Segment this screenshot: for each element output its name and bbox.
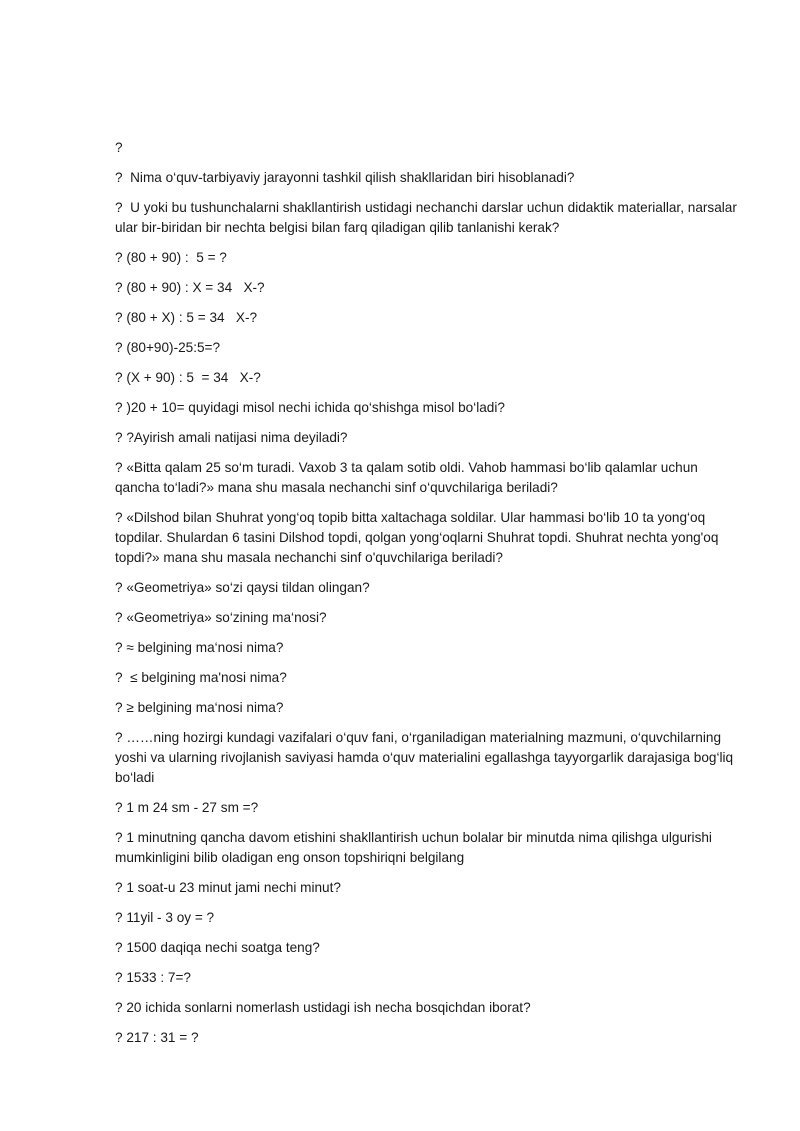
question-item: ? 20 ichida sonlarni nomerlash ustidagi ish necha bosqichdan iborat?: [115, 1000, 531, 1015]
question-item: ? (80 + X) : 5 = 34 X-?: [115, 310, 258, 325]
question-item: ? ≤ belgining ma'nosi nima?: [115, 670, 287, 685]
question-item: ? (80 + 90) : X = 34 X-?: [115, 280, 265, 295]
question-item: ? (80 + 90) : 5 = ?: [115, 250, 227, 265]
question-item: ? 11yil - 3 oy = ?: [115, 910, 215, 925]
question-item: ? «Geometriya» so‘zining ma‘nosi?: [115, 610, 327, 625]
question-item: ? 1500 daqiqa nechi soatga teng?: [115, 940, 320, 955]
question-item: ? ……ning hozirgi kundagi vazifalari o‘quv fani, o‘rganiladigan materialning mazmuni, o‘quvchilarning yoshi va ularning rivojlanish saviyasi hamda o‘quv materialini egallashga tayyorgarlik darajasiga bog‘liq bo‘ladi: [115, 730, 737, 785]
question-item: ? «Geometriya» so‘zi qaysi tildan olingan?: [115, 580, 370, 595]
question-item: ? 217 : 31 = ?: [115, 1030, 199, 1045]
question-item: ? ?Ayirish amali natijasi nima deyiladi?: [115, 430, 348, 445]
question-item: ? ≈ belgining ma‘nosi nima?: [115, 640, 284, 655]
question-item: ? Nima o‘quv-tarbiyaviy jarayonni tashkil qilish shakllaridan biri hisoblanadi?: [115, 170, 575, 185]
question-item: ? ≥ belgining ma‘nosi nima?: [115, 700, 284, 715]
question-item: ? 1 minutning qancha davom etishini shakllantirish uchun bolalar bir minutda nima qilishga ulgurishi mumkinligini bilib oladigan eng onson topshiriqni belgilang: [115, 830, 716, 865]
question-item: ? «Bitta qalam 25 so‘m turadi. Vaxob 3 ta qalam sotib oldi. Vahob hammasi bo‘lib qalamlar uchun qancha to‘ladi?» mana shu masala nechanchi sinf o‘quvchilariga beriladi?: [115, 460, 702, 495]
question-item: ? «Dilshod bilan Shuhrat yong‘oq topib bitta xaltachaga soldilar. Ular hammasi bo‘lib 10 ta yong‘oq topdilar. Shulardan 6 tasini Dilshod topdi, qolgan yong‘oqlarni Shuhrat topdi. Shuhrat nechta yong'oq topdi?» mana shu masala nechanchi sinf o'quvchilariga beriladi?: [115, 510, 723, 565]
question-item: ?: [115, 140, 123, 155]
question-item: ? 1533 : 7=?: [115, 970, 191, 985]
question-item: ? (X + 90) : 5 = 34 X-?: [115, 370, 261, 385]
question-list: [115, 138, 740, 1058]
question-item: ? U yoki bu tushunchalarni shakllantirish ustidagi nechanchi darslar uchun didaktik materiallar, narsalar ular bir-biridan bir nechta belgisi bilan farq qiladigan qilib tanlanishi kerak?: [115, 200, 741, 235]
question-item: ? 1 soat-u 23 minut jami nechi minut?: [115, 880, 341, 895]
question-item: ? 1 m 24 sm - 27 sm =?: [115, 800, 259, 815]
question-item: ? (80+90)-25:5=?: [115, 340, 221, 355]
question-item: ? )20 + 10= quyidagi misol nechi ichida qo‘shishga misol bo‘ladi?: [115, 400, 505, 415]
